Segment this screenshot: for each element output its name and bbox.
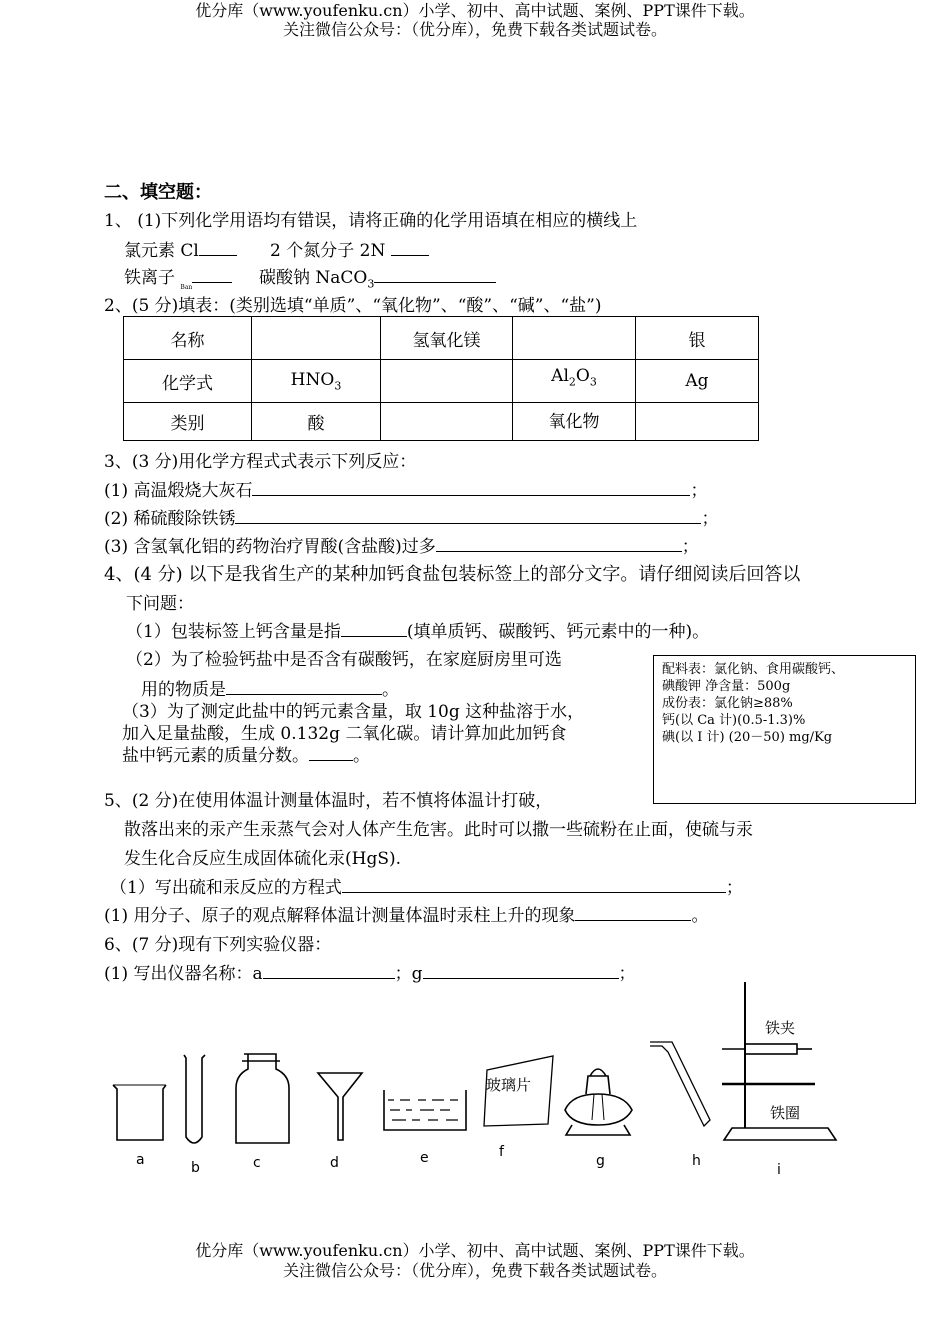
q4-p3-text: 盐中钙元素的质量分数。 (122, 746, 309, 766)
q3-item-1-text: (1) 高温煅烧大灰石 (104, 481, 253, 501)
q1-a-text: 氯元素 Cl (124, 241, 199, 261)
q6-p1-text: (1) 写出仪器名称：a (104, 964, 263, 984)
q4-p3-end: 。 (353, 746, 370, 766)
apparatus-label-h: h (692, 1153, 701, 1169)
label-line-1: 配料表：氯化钠、食用碳酸钙、 (662, 662, 845, 677)
q4-p1-tail: (填单质钙、碳酸钙、钙元素中的一种)。 (406, 622, 710, 642)
q1-c-text: 铁离子 (124, 268, 175, 288)
q6-p1-end: ； (618, 964, 636, 984)
apparatus-label-e: e (420, 1150, 429, 1166)
q6-intro: 6、(7 分)现有下列实验仪器： (104, 935, 332, 955)
test-tube-b (184, 1055, 205, 1143)
cell-formula-3: $Al_2O_3$ (513, 360, 636, 403)
q1-b-text: 2 个氮分子 2N (270, 241, 386, 261)
q5-p2-end: 。 (691, 906, 709, 926)
q3-item-3-text: (3) 含氢氧化铝的药物治疗胃酸(含盐酸)过多 (104, 537, 436, 557)
q5-p1-text: （1）写出硫和汞反应的方程式 (110, 878, 342, 898)
cell-type-3: 氧化物 (513, 403, 636, 441)
q2-intro: 2、(5 分)填表：(类别选填“单质”、“氧化物”、“酸”、“碱”、“盐”) (104, 296, 602, 316)
q4-p2-text: 用的物质是 (141, 680, 226, 700)
q3-item-1-end: ； (690, 481, 708, 501)
q3-item-2-text: (2) 稀硫酸除铁锈 (104, 509, 236, 529)
apparatus-label-a: a (136, 1152, 145, 1168)
cell-formula-4: Ag (636, 360, 759, 403)
section-title: 二、填空题： (104, 182, 212, 203)
apparatus-label-f: f (499, 1144, 504, 1160)
header-line-1: 优分库（www.youfenku.cn）小学、初中、高中试题、案例、PPT课件下载。 (195, 1, 755, 20)
cell-formula-1: $HNO_3$ (252, 360, 381, 403)
cell-name-4: 银 (636, 317, 759, 360)
iron-clamp (745, 1044, 797, 1054)
beaker-a (113, 1085, 166, 1140)
q6-p1-mid: ；g (394, 964, 423, 984)
delivery-tube-h (650, 1042, 710, 1126)
apparatus-label-c: c (253, 1155, 261, 1171)
q4-part-2a: （2）为了检验钙盐中是否含有碳酸钙，在家庭厨房里可选 (126, 650, 562, 670)
label-line-5: 碘(以 I 计) (20－50) mg/Kg (662, 730, 833, 745)
q4-intro: 4、(4 分) 以下是我省生产的某种加钙食盐包装标签上的部分文字。请仔细阅读后回答以 (104, 564, 801, 585)
q1-d-text: 碳酸钠 NaCO (259, 268, 368, 288)
iron-stand-base (724, 1128, 836, 1140)
apparatus-label-i: i (777, 1162, 781, 1178)
q5-line-2: 散落出来的汞产生汞蒸气会对人体产生危害。此时可以撒一些硫粉在止面，使硫与汞 (124, 820, 753, 840)
q4-intro-2: 下问题： (126, 594, 194, 614)
q4-part-3a: （3）为了测定此盐中的钙元素含量，取 10g 这种盐溶于水， (122, 702, 585, 722)
glass-slide-label: 玻璃片 (486, 1076, 532, 1094)
q4-p2-end: 。 (382, 680, 399, 700)
apparatus-label-g: g (596, 1153, 605, 1169)
q3-item-2-end: ； (701, 509, 719, 529)
q5-intro: 5、(2 分)在使用体温计测量体温时，若不慎将体温计打破， (104, 791, 553, 811)
funnel-d (318, 1073, 362, 1140)
cell-name-2: 氢氧化镁 (381, 317, 513, 360)
cell-type-1: 酸 (252, 403, 381, 441)
apparatus-label-d: d (330, 1155, 339, 1171)
q3-item-3-end: ； (681, 537, 699, 557)
q1-d-sub: 3 (367, 277, 375, 291)
q1-c-tiny: Ban (180, 284, 193, 291)
q5-p1-end: ； (725, 878, 743, 898)
header-line-2: 关注微信公众号：（优分库），免费下载各类试题试卷。 (282, 20, 667, 39)
q4-p1-text: （1）包装标签上钙含量是指 (126, 622, 341, 642)
q3-intro: 3、(3 分)用化学方程式式表示下列反应： (104, 452, 417, 472)
bottle-c (236, 1054, 289, 1143)
iron-ring-label: 铁圈 (770, 1104, 801, 1122)
apparatus-label-b: b (191, 1160, 200, 1176)
q5-p2-text: (1) 用分子、原子的观点解释体温计测量体温时汞柱上升的现象 (104, 906, 576, 926)
label-line-4: 钙(以 Ca 计)(0.5-1.3)% (662, 713, 806, 728)
q4-part-3b: 加入足量盐酸，生成 0.132g 二氧化碳。请计算加此加钙食 (122, 724, 567, 744)
alcohol-lamp-g (565, 1094, 632, 1125)
cell-formula-label: 化学式 (124, 360, 252, 403)
label-line-2: 碘酸钾 净含量：500g (662, 679, 791, 694)
label-line-3: 成份表：氯化钠≥88% (662, 696, 793, 711)
footer-line-1: 优分库（www.youfenku.cn）小学、初中、高中试题、案例、PPT课件下载。 (195, 1241, 755, 1260)
q5-line-3: 发生化合反应生成固体硫化汞(HgS). (124, 849, 402, 869)
cell-type-label: 类别 (124, 403, 252, 441)
iron-clamp-label: 铁夹 (765, 1019, 796, 1037)
cell-name-label: 名称 (124, 317, 252, 360)
footer-line-2: 关注微信公众号：（优分库），免费下载各类试题试卷。 (282, 1261, 667, 1280)
q1-intro: 1、 (1)下列化学用语均有错误，请将正确的化学用语填在相应的横线上 (104, 211, 638, 231)
